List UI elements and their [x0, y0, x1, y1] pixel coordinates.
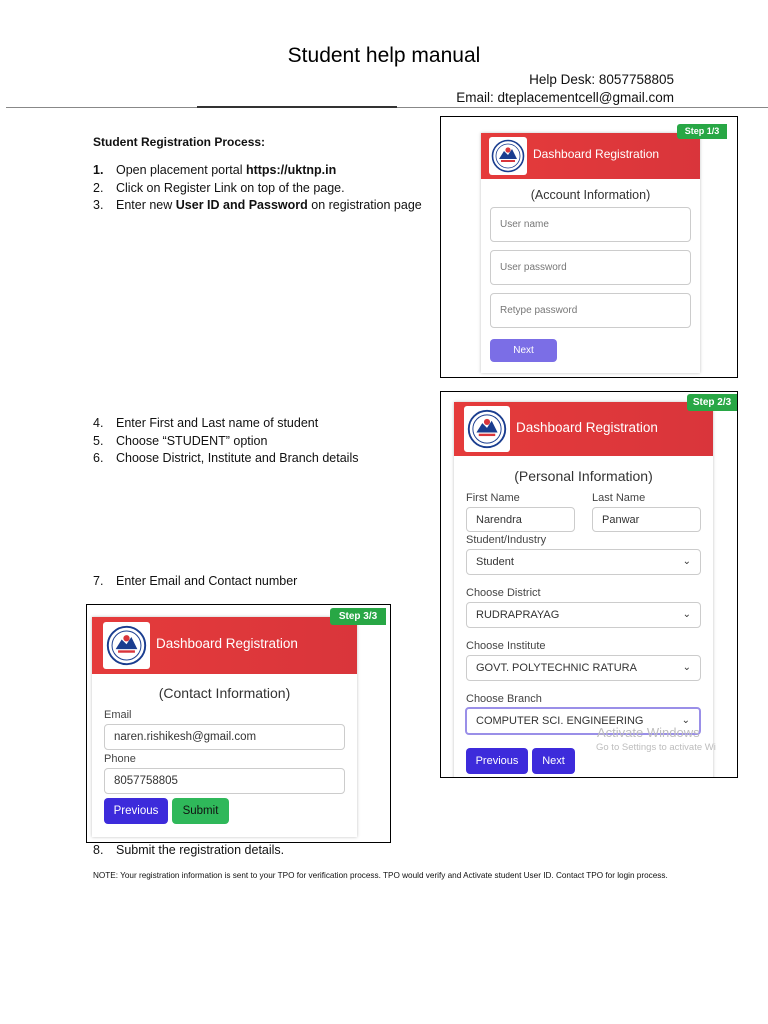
step-item	[93, 433, 433, 451]
chevron-down-icon: ⌄	[681, 715, 690, 726]
step-badge: Step 3/3	[330, 608, 386, 625]
help-desk-line: Help Desk: 8057758805	[529, 72, 674, 87]
form-subtitle: (Contact Information)	[158, 685, 291, 701]
screenshot-step-3	[86, 604, 391, 843]
steps-list-2	[93, 415, 433, 468]
institute-label: Choose Institute	[466, 640, 546, 652]
header-rule-accent	[197, 106, 397, 108]
steps-list-3	[93, 573, 433, 591]
step-item	[93, 180, 433, 198]
step-item	[93, 450, 433, 468]
chevron-down-icon: ⌄	[682, 556, 691, 567]
type-select-value: Student	[476, 556, 514, 568]
screenshot-step-2	[440, 391, 738, 778]
screenshot-step-1	[440, 116, 738, 378]
registration-card	[481, 133, 700, 373]
previous-button[interactable]: Previous	[104, 798, 168, 824]
step-text: Submit the registration details.	[116, 843, 285, 857]
step-number: 2.	[93, 180, 104, 195]
step-number: 5.	[93, 433, 104, 448]
section-heading: Student Registration Process:	[93, 135, 266, 149]
step-number: 6.	[93, 451, 104, 465]
phone-input[interactable]: 8057758805	[104, 768, 345, 794]
last-name-input[interactable]: Panwar	[592, 507, 701, 532]
step-item	[93, 415, 433, 433]
type-select[interactable]	[466, 549, 701, 575]
step-bold-text: User ID and Password	[175, 198, 308, 212]
type-label: Student/Industry	[466, 534, 547, 546]
windows-watermark-title: Activate Windows	[597, 725, 700, 740]
submit-button[interactable]: Submit	[172, 798, 229, 824]
district-select[interactable]	[466, 602, 701, 628]
emblem-graphic	[106, 625, 147, 666]
password-input[interactable]: User password	[490, 250, 691, 285]
card-title: Dashboard Registration	[533, 147, 660, 161]
last-name-label: Last Name	[592, 492, 646, 504]
step-item	[93, 162, 433, 180]
step-text: Click on Register Link on top of the page.	[116, 180, 345, 195]
step-item	[93, 573, 433, 591]
email-input[interactable]: naren.rishikesh@gmail.com	[104, 724, 345, 750]
first-name-label: First Name	[466, 492, 520, 504]
step-text: Enter First and Last name of student	[116, 416, 319, 430]
step-text: Choose District, Institute and Branch details	[116, 451, 359, 465]
retype-password-input[interactable]: Retype password	[490, 293, 691, 328]
portal-url[interactable]: https://uktnp.in	[245, 163, 337, 177]
step-text: Enter new	[116, 198, 176, 212]
email-line: Email: dteplacementcell@gmail.com	[456, 90, 674, 105]
step-badge: Step 1/3	[677, 124, 727, 139]
previous-button[interactable]: Previous	[466, 748, 528, 774]
step-item	[93, 842, 433, 860]
email-label: Email	[104, 709, 132, 721]
chevron-down-icon: ⌄	[682, 609, 691, 620]
district-select-value: RUDRAPRAYAG	[476, 609, 560, 621]
note-text: NOTE: Your registration information is sent to your TPO for verification process. TPO would verify and Activate student User ID. Contact TPO for login process.	[93, 871, 668, 880]
step-item	[93, 197, 433, 215]
card-title: Dashboard Registration	[156, 636, 298, 651]
district-label: Choose District	[466, 587, 541, 599]
step-badge: Step 2/3	[687, 394, 737, 411]
step-number: 3.	[93, 198, 104, 212]
institute-select[interactable]	[466, 655, 701, 681]
username-input[interactable]: User name	[490, 207, 691, 242]
form-subtitle: (Personal Information)	[514, 468, 653, 484]
windows-watermark-subtitle: Go to Settings to activate Wi	[596, 742, 716, 753]
next-button[interactable]: Next	[490, 339, 557, 362]
institution-emblem-icon	[464, 406, 510, 452]
emblem-graphic	[491, 139, 525, 173]
card-title: Dashboard Registration	[516, 420, 658, 435]
chevron-down-icon: ⌄	[682, 662, 691, 673]
step-number: 8.	[93, 843, 104, 857]
institution-emblem-icon	[489, 137, 527, 175]
document-title: Student help manual	[287, 44, 481, 67]
institution-emblem-icon	[103, 622, 150, 669]
steps-list-1	[93, 162, 433, 215]
step-number: 1.	[93, 163, 104, 177]
first-name-input[interactable]: Narendra	[466, 507, 575, 532]
next-button[interactable]: Next	[532, 748, 575, 774]
form-subtitle: (Account Information)	[530, 188, 651, 202]
phone-label: Phone	[104, 753, 136, 765]
registration-card	[92, 617, 357, 837]
step-text: Choose “STUDENT” option	[116, 433, 268, 448]
step-number: 4.	[93, 416, 104, 430]
step-number: 7.	[93, 574, 104, 588]
step-text: Open placement portal	[116, 163, 246, 177]
branch-label: Choose Branch	[466, 693, 542, 705]
institute-select-value: GOVT. POLYTECHNIC RATURA	[476, 662, 637, 674]
registration-card	[454, 402, 713, 778]
steps-list-4	[93, 842, 433, 860]
emblem-graphic	[467, 409, 507, 449]
step-text: on registration page	[307, 198, 422, 212]
branch-select-value: COMPUTER SCI. ENGINEERING	[476, 715, 644, 727]
step-text: Enter Email and Contact number	[116, 574, 298, 588]
